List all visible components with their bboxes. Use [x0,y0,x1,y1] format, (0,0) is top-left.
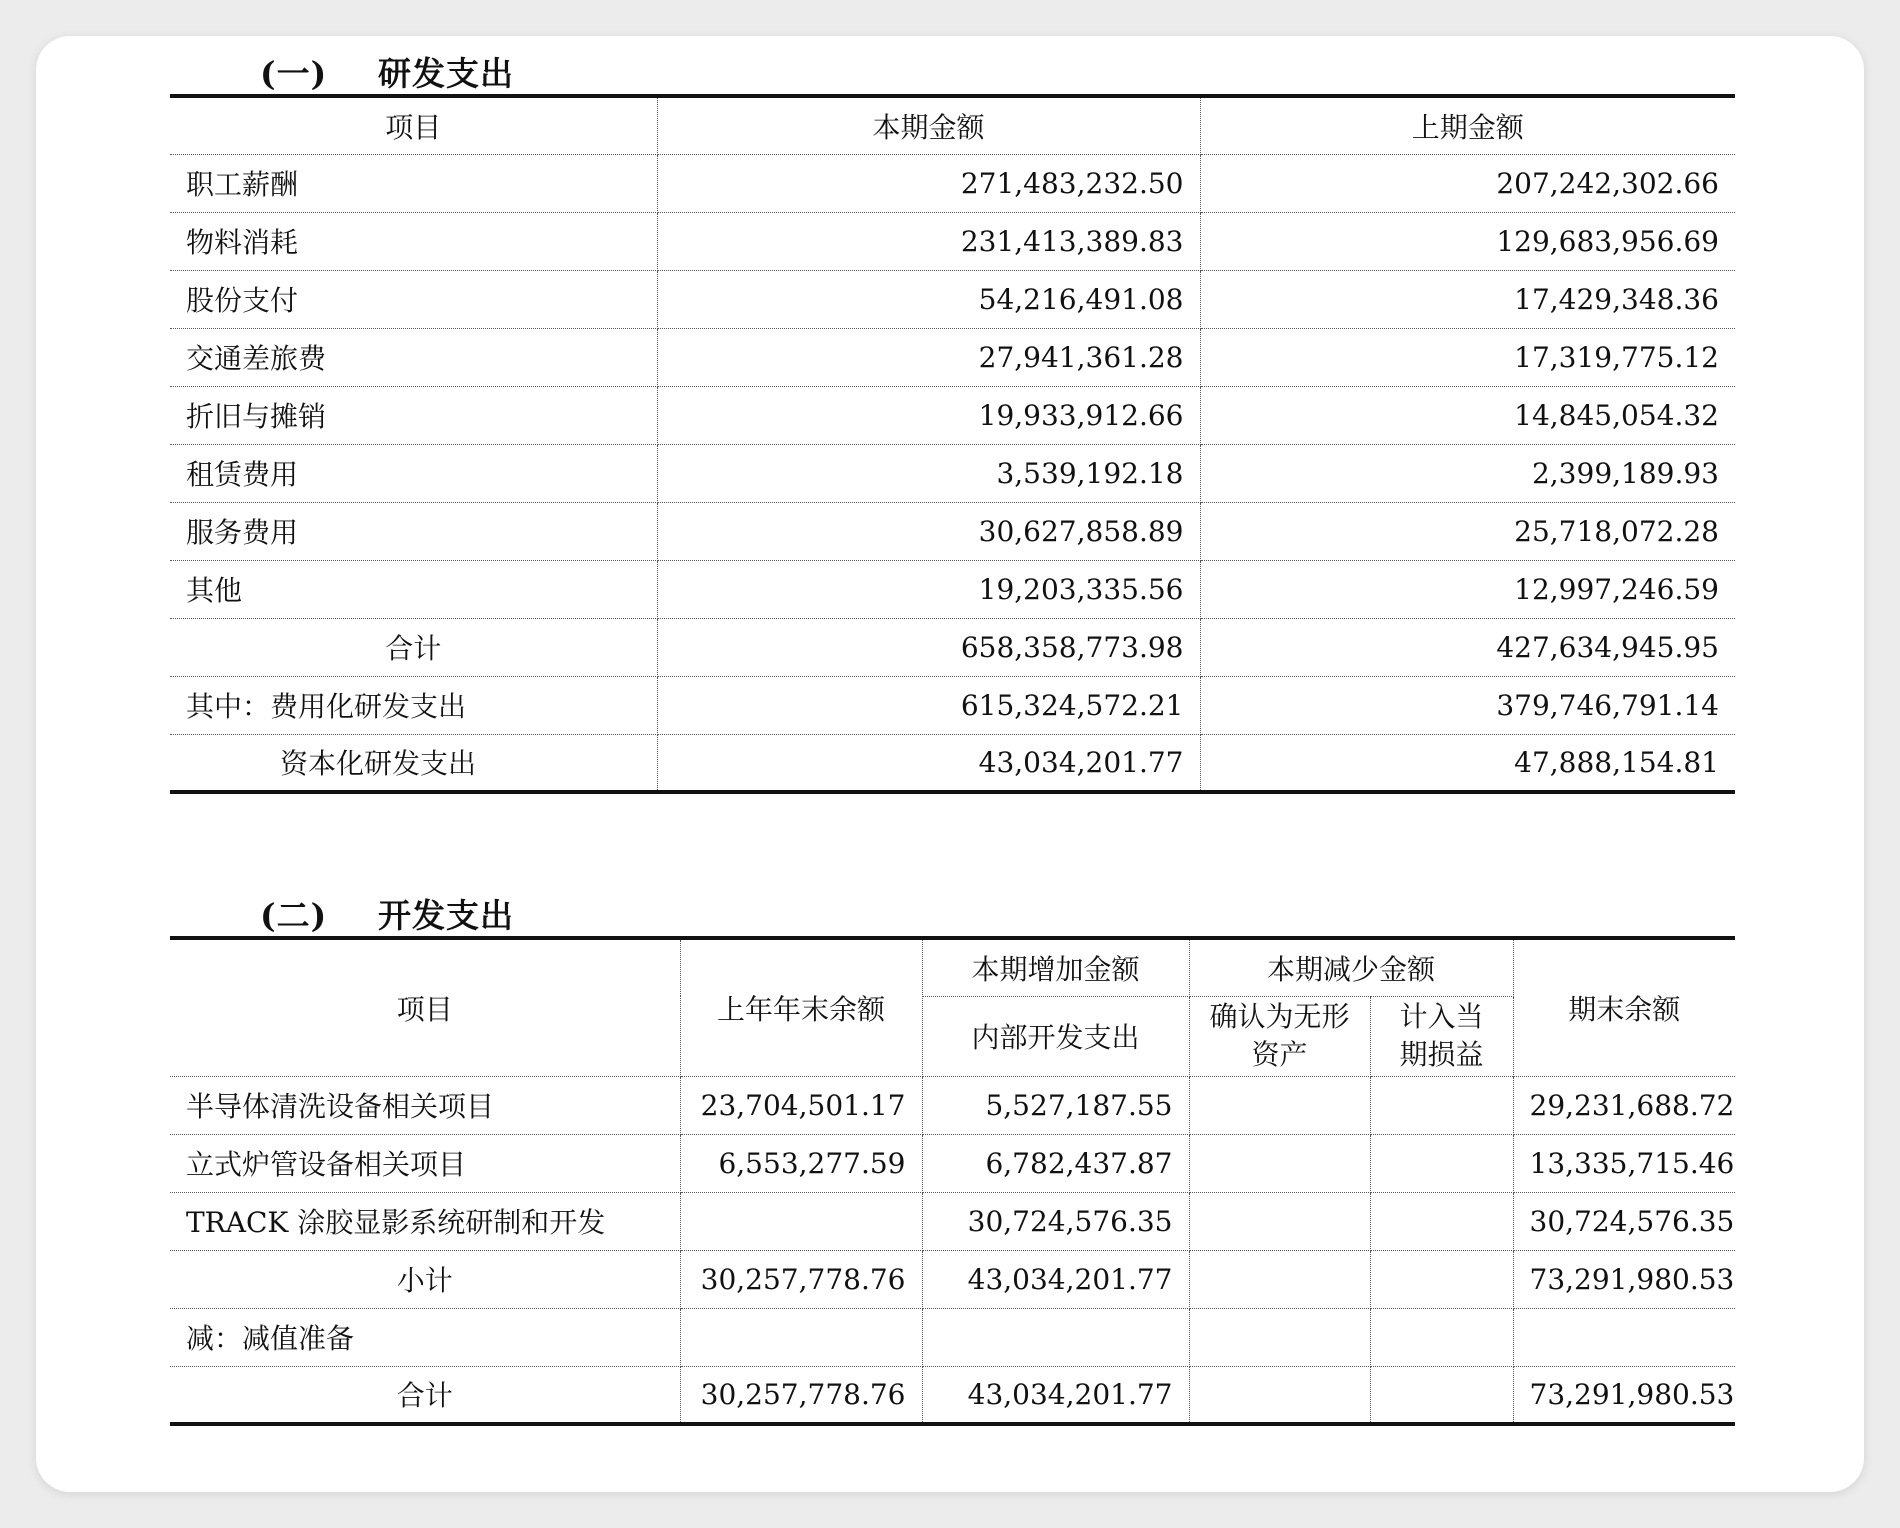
row-item: 物料消耗 [170,212,657,270]
section-title-text: 研发支出 [378,54,514,93]
column-header-decrease-intangible: 确认为无形资产 [1189,996,1370,1076]
row-current: 54,216,491.08 [657,270,1200,328]
row-opening: 23,704,501.17 [680,1076,922,1134]
column-header-opening: 上年年末余额 [680,938,922,1076]
row-item: 其中：费用化研发支出 [170,676,657,734]
column-header-item: 项目 [170,96,657,154]
row-internal: 5,527,187.55 [922,1076,1189,1134]
row-previous: 207,242,302.66 [1200,154,1735,212]
table-row [170,676,1735,734]
row-internal [922,1308,1189,1366]
table-header-row [170,938,1735,996]
row-opening: 30,257,778.76 [680,1366,922,1424]
row-item: 合计 [170,1366,680,1424]
row-pl [1370,1250,1513,1308]
table-row [170,212,1735,270]
table-row-total [170,1366,1735,1424]
row-opening [680,1308,922,1366]
row-item: TRACK 涂胶显影系统研制和开发 [170,1192,680,1250]
row-intangible [1189,1250,1370,1308]
row-current: 19,933,912.66 [657,386,1200,444]
table-row [170,560,1735,618]
table-row [170,1308,1735,1366]
table-row [170,444,1735,502]
row-pl [1370,1308,1513,1366]
row-intangible [1189,1192,1370,1250]
row-intangible [1189,1134,1370,1192]
row-item: 小计 [170,1250,680,1308]
row-previous: 17,429,348.36 [1200,270,1735,328]
row-previous: 379,746,791.14 [1200,676,1735,734]
row-pl [1370,1192,1513,1250]
column-header-closing: 期末余额 [1513,938,1735,1076]
table-row-total [170,618,1735,676]
column-header-item: 项目 [170,938,680,1076]
rd-expenditure-table [170,94,1735,794]
row-intangible [1189,1308,1370,1366]
row-previous: 14,845,054.32 [1200,386,1735,444]
table-row [170,270,1735,328]
row-closing: 29,231,688.72 [1513,1076,1735,1134]
table-row [170,1134,1735,1192]
column-header-increase-internal: 内部开发支出 [922,996,1189,1076]
row-item: 股份支付 [170,270,657,328]
section-title-text: 开发支出 [378,896,514,935]
row-item: 立式炉管设备相关项目 [170,1134,680,1192]
row-closing: 13,335,715.46 [1513,1134,1735,1192]
row-current: 27,941,361.28 [657,328,1200,386]
column-header-decrease-pl: 计入当期损益 [1370,996,1513,1076]
table-row-subtotal [170,1250,1735,1308]
row-internal: 6,782,437.87 [922,1134,1189,1192]
row-closing [1513,1308,1735,1366]
row-opening: 6,553,277.59 [680,1134,922,1192]
row-item: 交通差旅费 [170,328,657,386]
row-previous: 427,634,945.95 [1200,618,1735,676]
section-number: (一) [260,54,328,93]
row-current: 19,203,335.56 [657,560,1200,618]
row-internal: 43,034,201.77 [922,1250,1189,1308]
row-intangible [1189,1366,1370,1424]
row-current: 3,539,192.18 [657,444,1200,502]
row-closing: 73,291,980.53 [1513,1366,1735,1424]
row-pl [1370,1134,1513,1192]
development-expenditure-table [170,936,1735,1426]
row-current: 43,034,201.77 [657,734,1200,792]
table-row [170,734,1735,792]
row-previous: 12,997,246.59 [1200,560,1735,618]
row-item: 折旧与摊销 [170,386,657,444]
row-previous: 25,718,072.28 [1200,502,1735,560]
row-current: 271,483,232.50 [657,154,1200,212]
row-opening [680,1192,922,1250]
row-item: 服务费用 [170,502,657,560]
section-number: (二) [260,896,328,935]
row-current: 231,413,389.83 [657,212,1200,270]
row-previous: 2,399,189.93 [1200,444,1735,502]
row-previous: 17,319,775.12 [1200,328,1735,386]
row-current: 658,358,773.98 [657,618,1200,676]
row-internal: 43,034,201.77 [922,1366,1189,1424]
row-pl [1370,1076,1513,1134]
row-previous: 129,683,956.69 [1200,212,1735,270]
row-item: 租赁费用 [170,444,657,502]
row-current: 615,324,572.21 [657,676,1200,734]
section-title-development-expenditure [260,890,514,937]
column-header-previous: 上期金额 [1200,96,1735,154]
row-intangible [1189,1076,1370,1134]
row-previous: 47,888,154.81 [1200,734,1735,792]
table-header-row [170,96,1735,154]
column-header-increase: 本期增加金额 [922,938,1189,996]
row-closing: 73,291,980.53 [1513,1250,1735,1308]
row-item: 职工薪酬 [170,154,657,212]
row-current: 30,627,858.89 [657,502,1200,560]
table-row [170,1076,1735,1134]
table-row [170,1192,1735,1250]
section-title-rd-expenditure [260,48,514,95]
row-item: 合计 [170,618,657,676]
row-item: 减：减值准备 [170,1308,680,1366]
table-row [170,154,1735,212]
row-item: 资本化研发支出 [170,734,657,792]
table-row [170,328,1735,386]
row-opening: 30,257,778.76 [680,1250,922,1308]
column-header-current: 本期金额 [657,96,1200,154]
row-item: 半导体清洗设备相关项目 [170,1076,680,1134]
table-row [170,386,1735,444]
row-item: 其他 [170,560,657,618]
row-closing: 30,724,576.35 [1513,1192,1735,1250]
table-row [170,502,1735,560]
column-header-decrease: 本期减少金额 [1189,938,1513,996]
row-internal: 30,724,576.35 [922,1192,1189,1250]
row-pl [1370,1366,1513,1424]
